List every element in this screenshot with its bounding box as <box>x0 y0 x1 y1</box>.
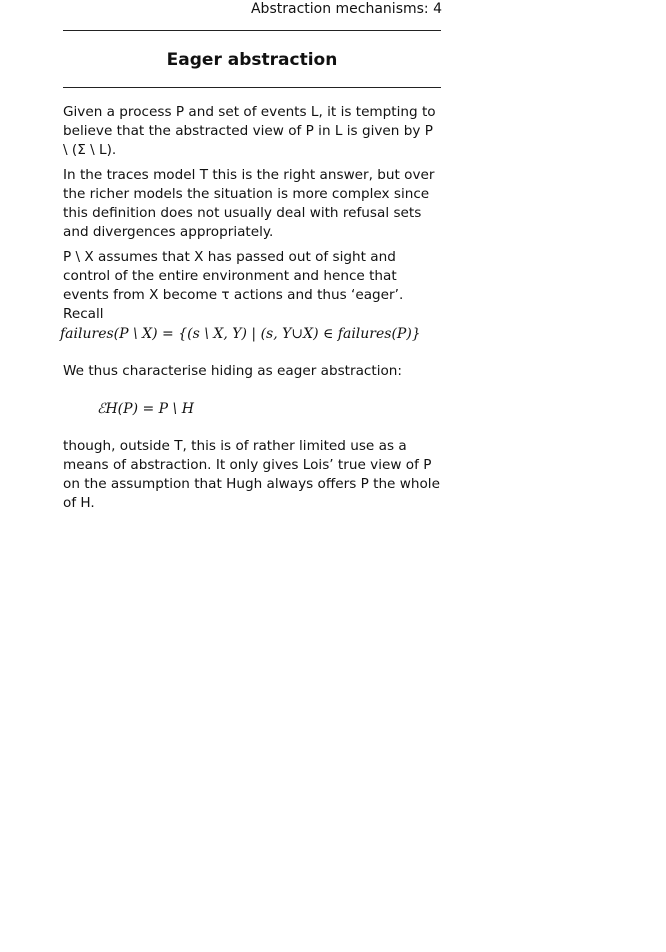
bottom-rule <box>63 87 441 88</box>
eager-abstraction-definition: ℰH(P) = P \ H <box>97 401 194 417</box>
running-header <box>251 0 442 18</box>
slide-title: Eager abstraction <box>166 50 338 70</box>
top-rule <box>63 30 441 31</box>
paragraph-2-text: In the traces model T this is the right answer, but over the richer models the situation is more complex since this definition does not usually deal with refusal sets and divergences appropriately. <box>63 167 435 240</box>
failures-formula: failures(P \ X) = {(s \ X, Y) | (s, Y∪X) ∈ failures(P)} <box>60 326 421 342</box>
paragraph-4 <box>63 362 441 381</box>
paragraph-1 <box>63 103 441 160</box>
paragraph-4-text: We thus characterise hiding as eager abstraction: <box>63 363 403 379</box>
paragraph-2 <box>63 166 441 242</box>
section-header: Abstraction mechanisms: 4 <box>250 1 442 17</box>
paragraph-3 <box>63 248 441 324</box>
paragraph-3-text: P \ X assumes that X has passed out of sight and control of the entire environment and hence that events from X become τ actions and thus ‘eager’. Recall <box>63 249 404 322</box>
paragraph-5-text: though, outside T, this is of rather limited use as a means of abstraction. It only gives Lois’ true view of P on the assumption that Hugh always offers P the whole of H. <box>63 438 440 511</box>
paragraph-5 <box>63 437 441 513</box>
paragraph-1-text: Given a process P and set of events L, it is tempting to believe that the abstracted view of P in L is given by P \ (Σ \ L). <box>63 104 436 158</box>
